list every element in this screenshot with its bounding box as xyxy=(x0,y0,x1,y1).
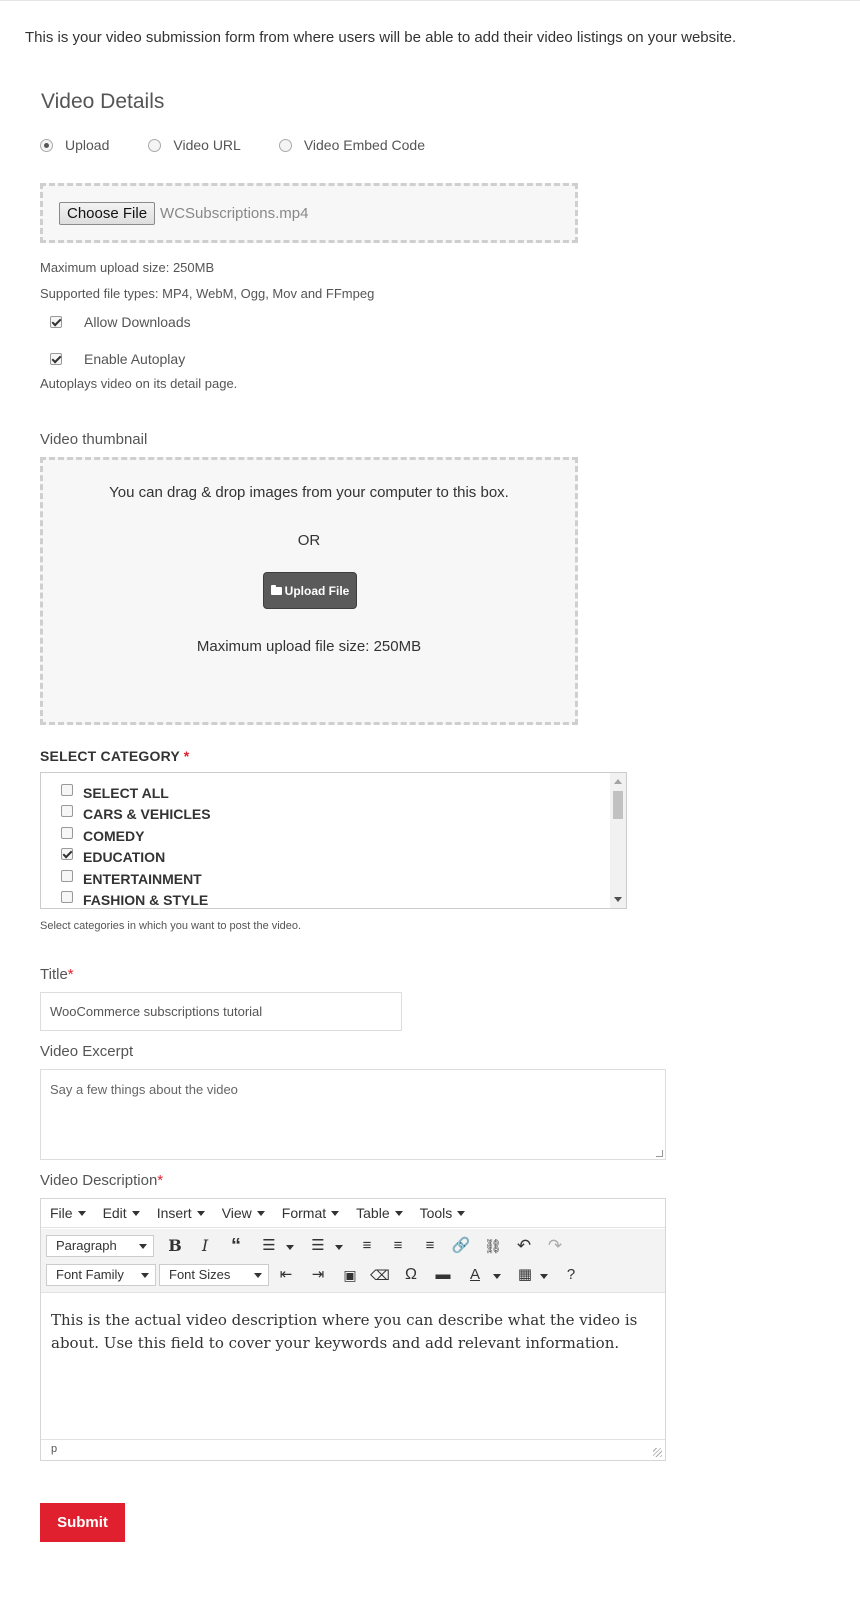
category-checkbox[interactable] xyxy=(61,827,73,839)
radio-label: Video URL xyxy=(173,137,241,153)
menu-view-label: View xyxy=(221,1205,252,1221)
submit-button[interactable]: Submit xyxy=(40,1503,125,1542)
category-item-select-all[interactable] xyxy=(61,785,169,801)
category-help-text: Select categories in which you want to post the video. xyxy=(40,920,302,932)
radio-button[interactable] xyxy=(40,139,53,152)
category-item-cars-vehicles[interactable] xyxy=(61,806,211,822)
chevron-down-icon xyxy=(395,1211,403,1216)
editor-statusbar xyxy=(41,1439,665,1460)
radio-video-url[interactable] xyxy=(148,137,240,153)
menu-table-label: Table xyxy=(356,1205,390,1221)
category-item-comedy[interactable] xyxy=(61,828,144,844)
category-label: FASHION & STYLE xyxy=(83,892,209,908)
radio-button[interactable] xyxy=(148,139,161,152)
bold-icon[interactable]: B xyxy=(168,1236,182,1255)
category-checkbox[interactable] xyxy=(61,870,73,882)
upload-file-label: Upload File xyxy=(284,583,350,598)
radio-label: Video Embed Code xyxy=(303,137,425,153)
category-checkbox[interactable] xyxy=(61,848,73,860)
category-item-entertainment[interactable] xyxy=(61,871,202,887)
radio-video-embed-code[interactable] xyxy=(279,137,425,153)
menu-insert[interactable] xyxy=(157,1205,205,1221)
allow-downloads-checkbox[interactable] xyxy=(50,316,62,328)
redo-icon[interactable]: ↷ xyxy=(547,1236,563,1255)
category-label: ENTERTAINMENT xyxy=(83,871,202,887)
special-character-icon[interactable]: Ω xyxy=(405,1266,417,1283)
resize-handle-icon[interactable] xyxy=(653,1448,662,1457)
excerpt-placeholder: Say a few things about the video xyxy=(50,1082,238,1097)
category-label: SELECT ALL xyxy=(83,785,169,801)
editor-menubar xyxy=(41,1199,665,1228)
paste-icon[interactable]: ▣ xyxy=(343,1267,357,1283)
chevron-down-icon[interactable] xyxy=(286,1245,294,1250)
title-input[interactable]: WooCommerce subscriptions tutorial xyxy=(40,992,402,1031)
editor-content-area[interactable]: This is the actual video description where you can describe what the video is about. Use this field to cover your keywords and add relevant information. xyxy=(51,1311,638,1352)
menu-view[interactable] xyxy=(222,1205,265,1221)
required-mark: * xyxy=(157,1172,164,1189)
chevron-down-icon xyxy=(141,1273,149,1278)
undo-icon[interactable]: ↶ xyxy=(516,1236,532,1255)
category-scrollbar[interactable] xyxy=(610,773,626,908)
help-icon[interactable]: ? xyxy=(566,1266,576,1283)
menu-insert-label: Insert xyxy=(156,1205,192,1221)
allow-downloads-option[interactable] xyxy=(50,314,191,330)
radio-label: Upload xyxy=(65,137,110,153)
video-description-label xyxy=(40,1172,163,1189)
radio-button[interactable] xyxy=(279,139,292,152)
title-label xyxy=(40,966,74,983)
category-item-education[interactable] xyxy=(61,849,165,865)
chevron-down-icon xyxy=(78,1211,86,1216)
menu-edit-label: Edit xyxy=(102,1205,127,1221)
video-thumbnail-label: Video thumbnail xyxy=(40,431,148,448)
category-list[interactable] xyxy=(40,772,627,909)
numbered-list-icon[interactable]: ☰ xyxy=(311,1237,325,1254)
text-color-icon[interactable]: A xyxy=(469,1266,480,1283)
autoplay-note: Autoplays video on its detail page. xyxy=(40,376,238,391)
video-excerpt-label: Video Excerpt xyxy=(40,1043,134,1060)
font-family-select[interactable] xyxy=(46,1264,156,1286)
font-size-select[interactable] xyxy=(159,1264,269,1286)
clear-formatting-icon[interactable]: ⌫ xyxy=(370,1267,390,1283)
horizontal-line-icon[interactable]: ▬ xyxy=(435,1266,451,1283)
menu-file-label: File xyxy=(50,1205,73,1221)
dropzone-or: OR xyxy=(297,532,321,549)
dropzone-instructions: You can drag & drop images from your computer to this box. xyxy=(109,484,509,501)
video-source-radio-group xyxy=(40,137,453,153)
dropzone-max-size: Maximum upload file size: 250MB xyxy=(196,638,422,655)
enable-autoplay-checkbox[interactable] xyxy=(50,353,62,365)
enable-autoplay-label: Enable Autoplay xyxy=(84,351,186,367)
allow-downloads-label: Allow Downloads xyxy=(84,314,191,330)
format-select-value: Paragraph xyxy=(56,1238,117,1253)
format-select[interactable] xyxy=(46,1235,154,1257)
select-category-label xyxy=(40,748,189,764)
unlink-icon[interactable]: ⛓ xyxy=(484,1238,502,1254)
menu-table[interactable] xyxy=(356,1205,402,1221)
chevron-down-icon xyxy=(132,1211,140,1216)
font-family-select-value: Font Family xyxy=(56,1267,124,1282)
menu-file[interactable] xyxy=(50,1205,86,1221)
menu-edit[interactable] xyxy=(103,1205,140,1221)
bullet-list-icon[interactable]: ☰ xyxy=(262,1237,276,1254)
file-upload-box xyxy=(40,183,578,243)
chevron-down-icon xyxy=(257,1211,265,1216)
max-upload-size-text: Maximum upload size: 250MB xyxy=(40,260,215,275)
category-checkbox[interactable] xyxy=(61,784,73,796)
italic-icon[interactable]: I xyxy=(201,1236,209,1255)
category-item-fashion-style[interactable] xyxy=(61,892,208,908)
category-checkbox[interactable] xyxy=(61,891,73,903)
chevron-down-icon xyxy=(457,1211,465,1216)
video-description-label-text: Video Description xyxy=(40,1172,158,1189)
menu-tools[interactable] xyxy=(420,1205,466,1221)
radio-upload[interactable] xyxy=(40,137,109,153)
title-label-text: Title xyxy=(40,966,68,983)
supported-types-text: Supported file types: MP4, WebM, Ogg, Mov and FFmpeg xyxy=(40,286,375,301)
align-right-icon[interactable]: ≡ xyxy=(425,1237,435,1254)
editor-toolbar xyxy=(41,1229,665,1293)
category-checkbox[interactable] xyxy=(61,805,73,817)
chevron-down-icon[interactable] xyxy=(335,1245,343,1250)
upload-file-button[interactable] xyxy=(263,572,357,609)
indent-icon[interactable]: ⇥ xyxy=(311,1266,325,1283)
enable-autoplay-option[interactable] xyxy=(50,351,185,367)
category-label: CARS & VEHICLES xyxy=(83,806,211,822)
outdent-icon[interactable]: ⇤ xyxy=(279,1266,293,1283)
choose-file-button[interactable]: Choose File xyxy=(59,202,155,225)
chevron-down-icon[interactable] xyxy=(493,1274,501,1279)
required-mark: * xyxy=(67,966,74,983)
align-left-icon[interactable]: ≡ xyxy=(362,1237,372,1254)
required-mark: * xyxy=(183,748,190,764)
chevron-down-icon[interactable] xyxy=(540,1274,548,1279)
chevron-down-icon xyxy=(331,1211,339,1216)
video-excerpt-textarea[interactable] xyxy=(40,1069,666,1160)
scroll-up-arrow-icon[interactable] xyxy=(614,779,622,784)
menu-format[interactable] xyxy=(282,1205,339,1221)
scroll-down-arrow-icon[interactable] xyxy=(614,897,622,902)
rich-text-editor xyxy=(40,1198,666,1461)
selected-file-name: WCSubscriptions.mp4 xyxy=(160,204,309,222)
table-icon[interactable]: ▦ xyxy=(517,1266,533,1283)
select-category-text: SELECT CATEGORY xyxy=(40,748,180,764)
chevron-down-icon xyxy=(139,1244,147,1249)
folder-icon xyxy=(271,587,282,595)
category-label: EDUCATION xyxy=(83,849,166,865)
align-center-icon[interactable]: ≡ xyxy=(393,1237,403,1254)
blockquote-icon[interactable]: “ xyxy=(231,1235,241,1257)
scrollbar-thumb[interactable] xyxy=(613,791,623,819)
resize-handle-icon[interactable] xyxy=(656,1150,663,1157)
chevron-down-icon xyxy=(197,1211,205,1216)
chevron-down-icon xyxy=(254,1273,262,1278)
menu-format-label: Format xyxy=(281,1205,327,1221)
font-size-select-value: Font Sizes xyxy=(169,1267,231,1282)
thumbnail-dropzone[interactable] xyxy=(40,457,578,725)
top-divider xyxy=(0,0,860,1)
video-details-heading: Video Details xyxy=(41,90,165,113)
category-label: COMEDY xyxy=(83,828,145,844)
link-icon[interactable]: 🔗 xyxy=(451,1237,471,1254)
element-path[interactable]: p xyxy=(51,1443,58,1455)
menu-tools-label: Tools xyxy=(419,1205,453,1221)
intro-text: This is your video submission form from where users will be able to add their video listings on your website. xyxy=(25,29,737,46)
